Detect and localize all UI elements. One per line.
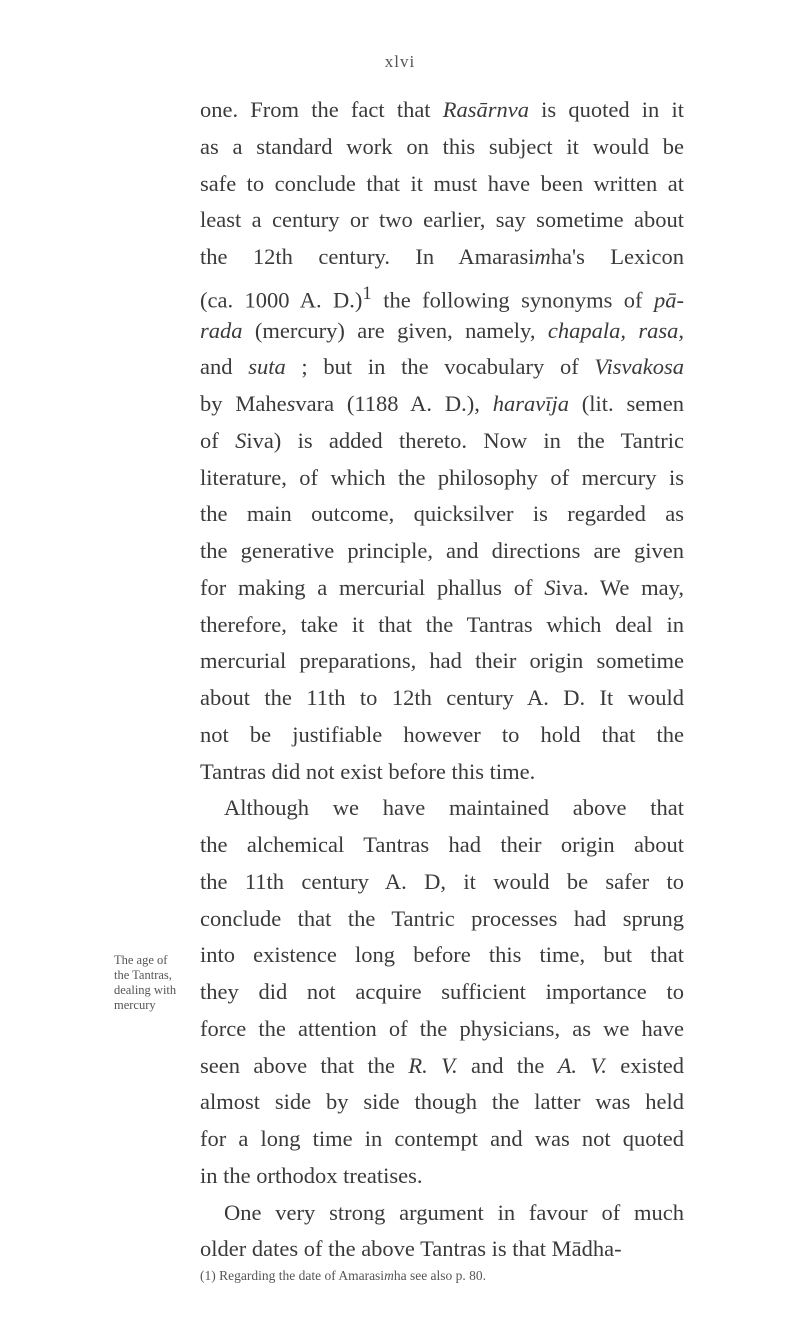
text-line: rada (mercury) are given, namely, chapala, rasa, (200, 317, 684, 343)
text-line: for making a mercurial phallus of Siva. We may, (200, 574, 684, 600)
text-line: least a century or two earlier, say sometime about (200, 207, 684, 233)
body-text (200, 92, 684, 1268)
margin-note-line: mercury (114, 998, 156, 1012)
margin-note-line: dealing with (114, 983, 177, 997)
text-line: about the 11th to 12th century A. D. It would (200, 685, 684, 710)
page-number: xlvi (384, 52, 416, 71)
margin-note (114, 953, 204, 1013)
text-line: the main outcome, quicksilver is regarded as (200, 501, 684, 527)
text-line: as a standard work on this subject it would be (200, 133, 684, 159)
text-line: the 11th century A. D, it would be safer to (200, 868, 684, 894)
text-line: of Siva) is added thereto. Now in the Tantric (200, 427, 684, 453)
text-line: older dates of the above Tantras is that Mādha- (200, 1236, 622, 1262)
text-line: into existence long before this time, but that (200, 942, 684, 968)
footnote: (1) Regarding the date of Amarasimha see also p. 80. (200, 1268, 487, 1283)
text-line: and suta ; but in the vocabulary of Visvakosa (200, 354, 684, 380)
text-line: literature, of which the philosophy of mercury is (200, 464, 684, 490)
text-line: Although we have maintained above that (224, 795, 684, 821)
text-line: safe to conclude that it must have been written at (200, 170, 684, 196)
text-line: not be justifiable however to hold that the (200, 721, 684, 747)
text-line: almost side by side though the latter was held (200, 1089, 684, 1115)
text-line: seen above that the R. V. and the A. V. existed (200, 1052, 684, 1078)
text-line: One very strong argument in favour of much (224, 1199, 684, 1225)
text-line: mercurial preparations, had their origin sometime (200, 648, 684, 674)
text-line: for a long time in contempt and was not quoted (200, 1126, 684, 1151)
text-line: the alchemical Tantras had their origin about (200, 832, 684, 857)
text-line: (ca. 1000 A. D.)$^1$ the following synonyms of pā- (200, 282, 684, 313)
text-line: force the attention of the physicians, as we have (200, 1015, 684, 1041)
text-line: conclude that the Tantric processes had sprung (200, 905, 684, 931)
text-line: the 12th century. In Amarasimha's Lexicon (200, 244, 684, 269)
text-line: by Mahesvara (1188 A. D.), haravīja (lit. semen (200, 391, 685, 416)
text-line: the generative principle, and directions are given (200, 538, 684, 563)
margin-note-line: the Tantras, (114, 968, 172, 982)
text-line: one. From the fact that Rasārnva is quoted in it (200, 97, 684, 122)
margin-note-line: The age of (114, 953, 168, 967)
text-line: in the orthodox treatises. (200, 1162, 423, 1188)
text-line: they did not acquire sufficient importance to (200, 979, 684, 1004)
text-line: therefore, take it that the Tantras which deal in (200, 611, 684, 637)
text-line: Tantras did not exist before this time. (200, 758, 536, 784)
